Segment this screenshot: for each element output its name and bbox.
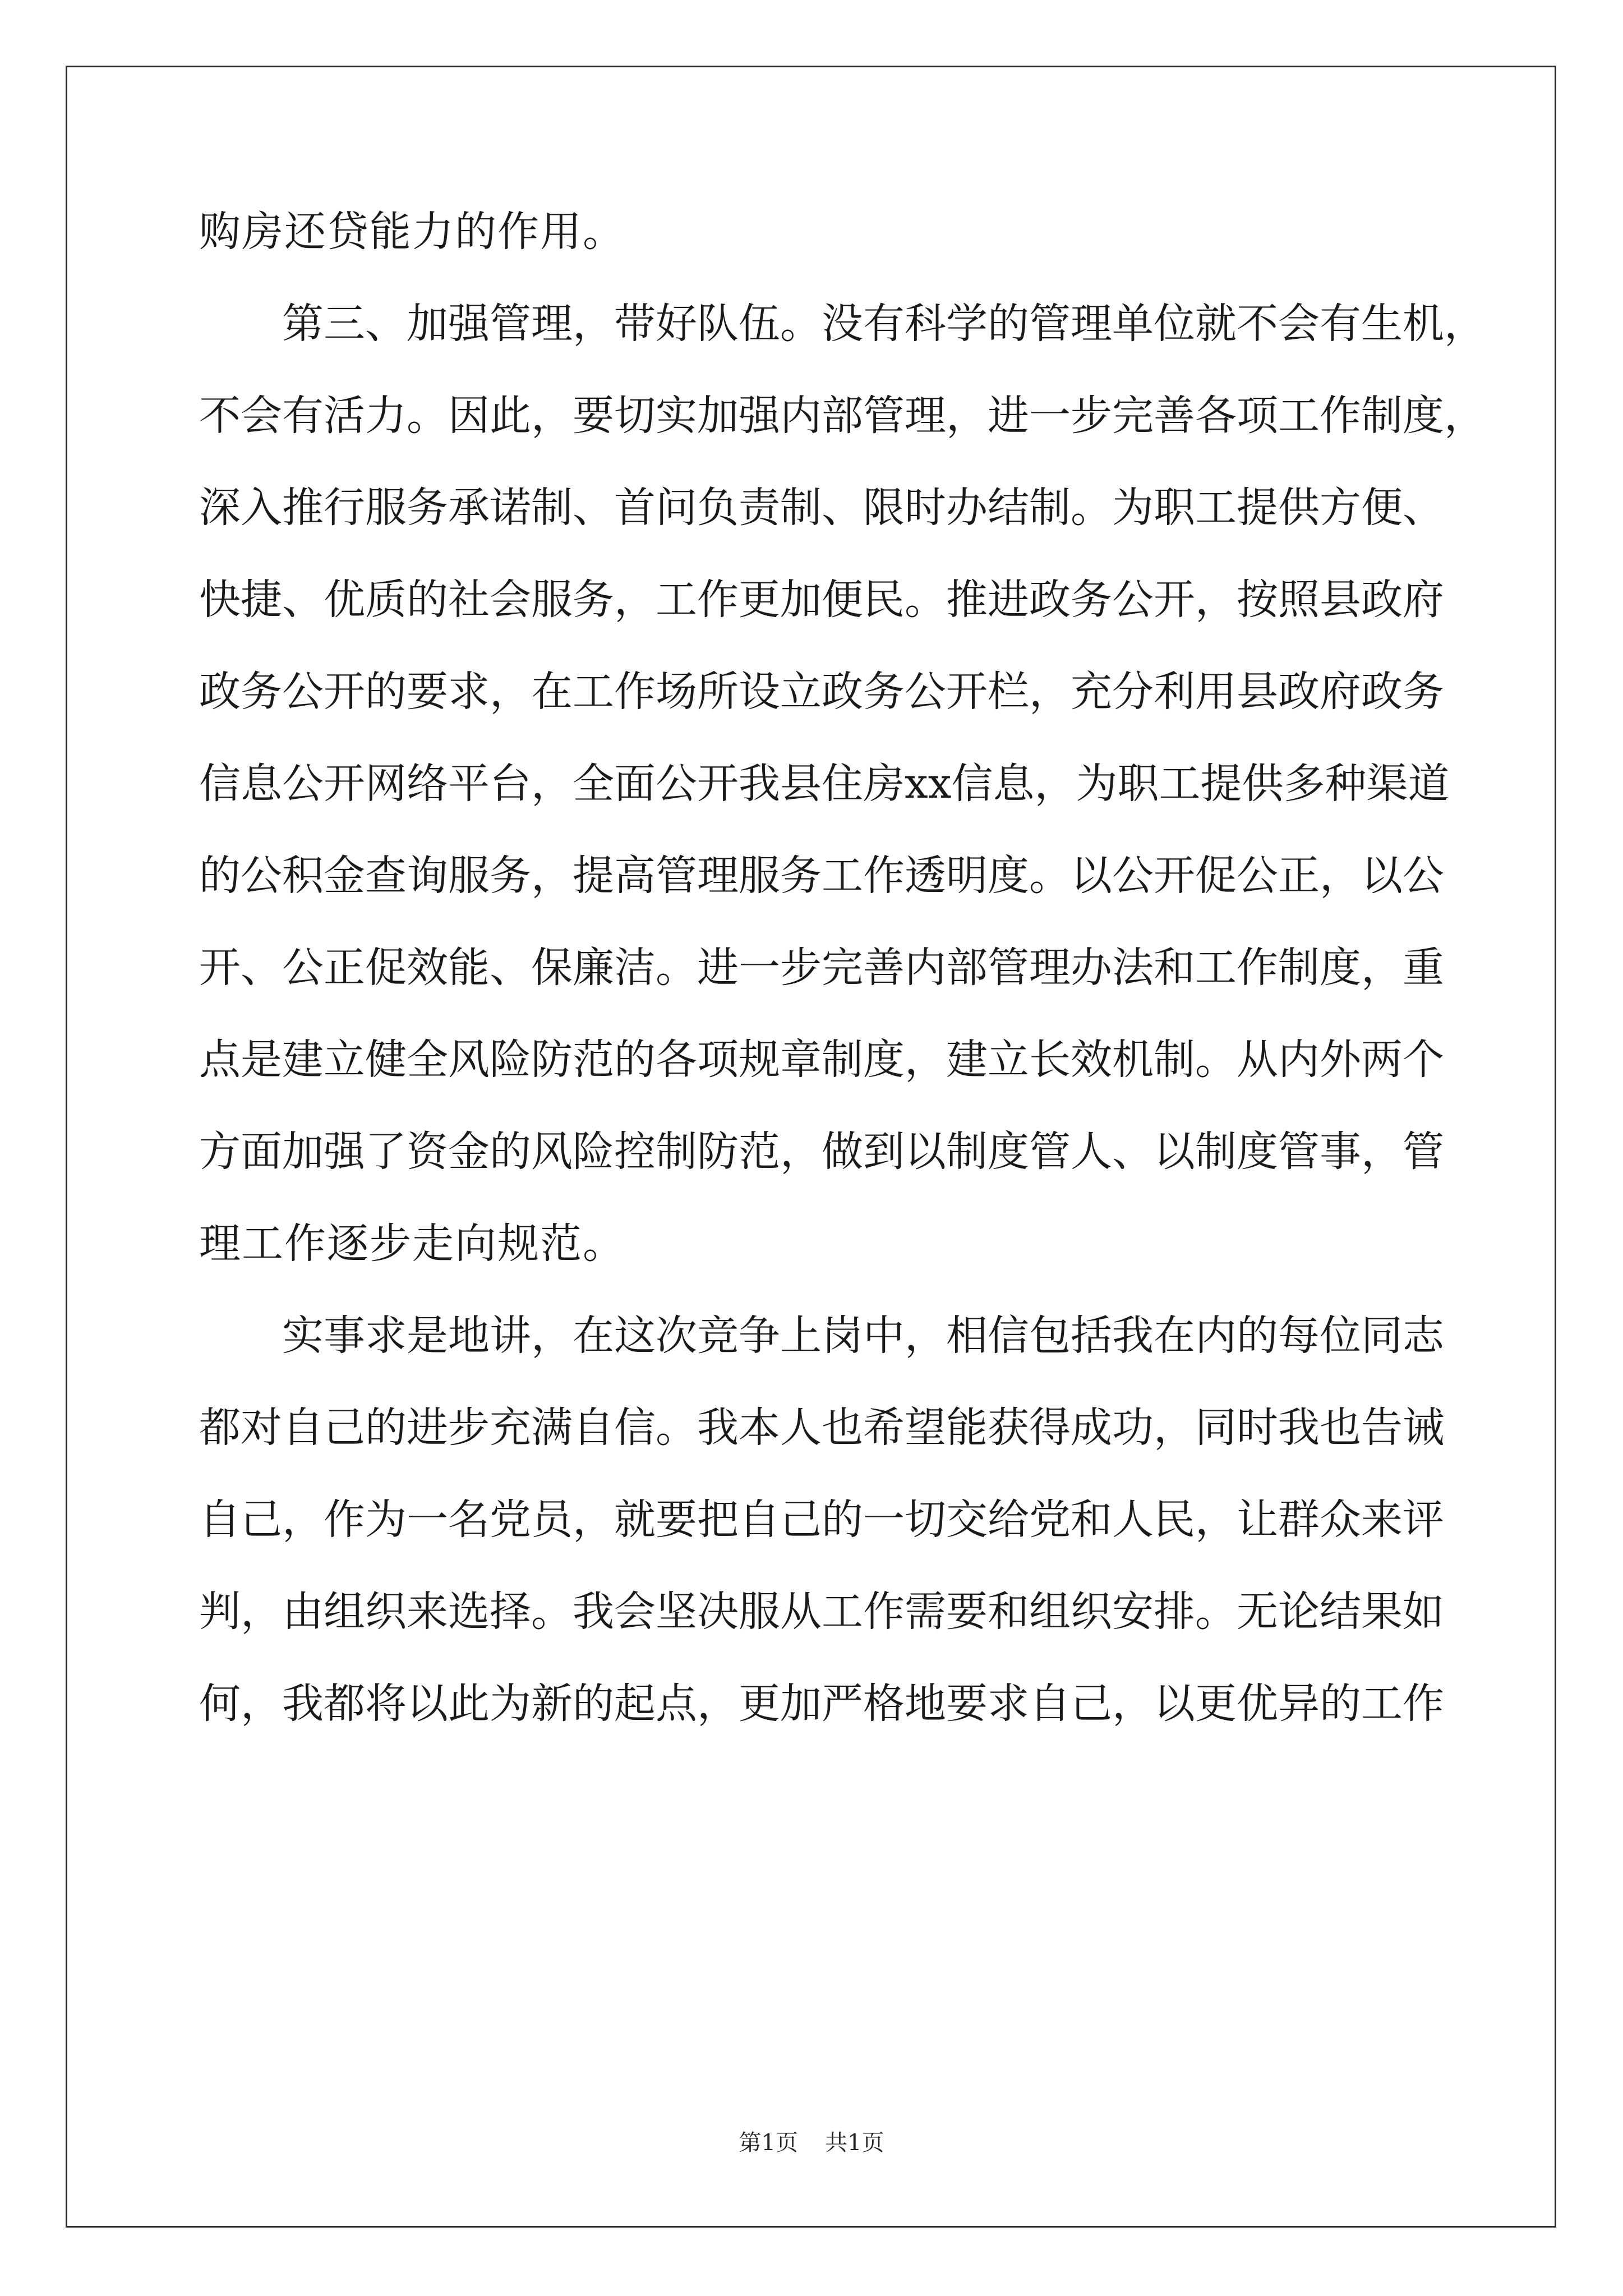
text-line: 信息公开网络平台，全面公开我县住房xx信息，为职工提供多种渠道 [199, 760, 1450, 808]
text-line: 都对自己的进步充满自信。我本人也希望能获得成功，同时我也告诫 [199, 1404, 1444, 1452]
text-line: 实事求是地讲，在这次竞争上岗中，相信包括我在内的每位同志 [282, 1312, 1444, 1360]
text-line: 理工作逐步走向规范。 [199, 1220, 625, 1268]
page-footer [0, 2129, 1623, 2157]
text-line: 第三、加强管理，带好队伍。没有科学的管理单位就不会有生机， [282, 300, 1486, 348]
text-line: 点是建立健全风险防范的各项规章制度，建立长效机制。从内外两个 [199, 1036, 1444, 1084]
text-line: 何，我都将以此为新的起点，更加严格地要求自己，以更优异的工作 [199, 1680, 1444, 1728]
text-line: 不会有活力。因此，要切实加强内部管理，进一步完善各项工作制度， [199, 392, 1486, 440]
document-body [199, 206, 1486, 1770]
text-line: 购房还贷能力的作用。 [199, 208, 625, 256]
page-total: 共1页 [825, 2130, 884, 2156]
text-line: 方面加强了资金的风险控制防范，做到以制度管人、以制度管事，管 [199, 1128, 1444, 1176]
text-line: 快捷、优质的社会服务，工作更加便民。推进政务公开，按照县政府 [199, 576, 1444, 624]
text-line: 政务公开的要求，在工作场所设立政务公开栏，充分利用县政府政务 [199, 668, 1444, 716]
text-line: 自己，作为一名党员，就要把自己的一切交给党和人民，让群众来评 [199, 1496, 1444, 1544]
text-line: 开、公正促效能、保廉洁。进一步完善内部管理办法和工作制度，重 [199, 944, 1444, 992]
text-line: 深入推行服务承诺制、首问负责制、限时办结制。为职工提供方便、 [199, 484, 1444, 532]
text-line: 的公积金查询服务，提高管理服务工作透明度。以公开促公正，以公 [199, 852, 1444, 900]
page-number: 第1页 [739, 2130, 798, 2156]
text-line: 判，由组织来选择。我会坚决服从工作需要和组织安排。无论结果如 [199, 1588, 1444, 1636]
